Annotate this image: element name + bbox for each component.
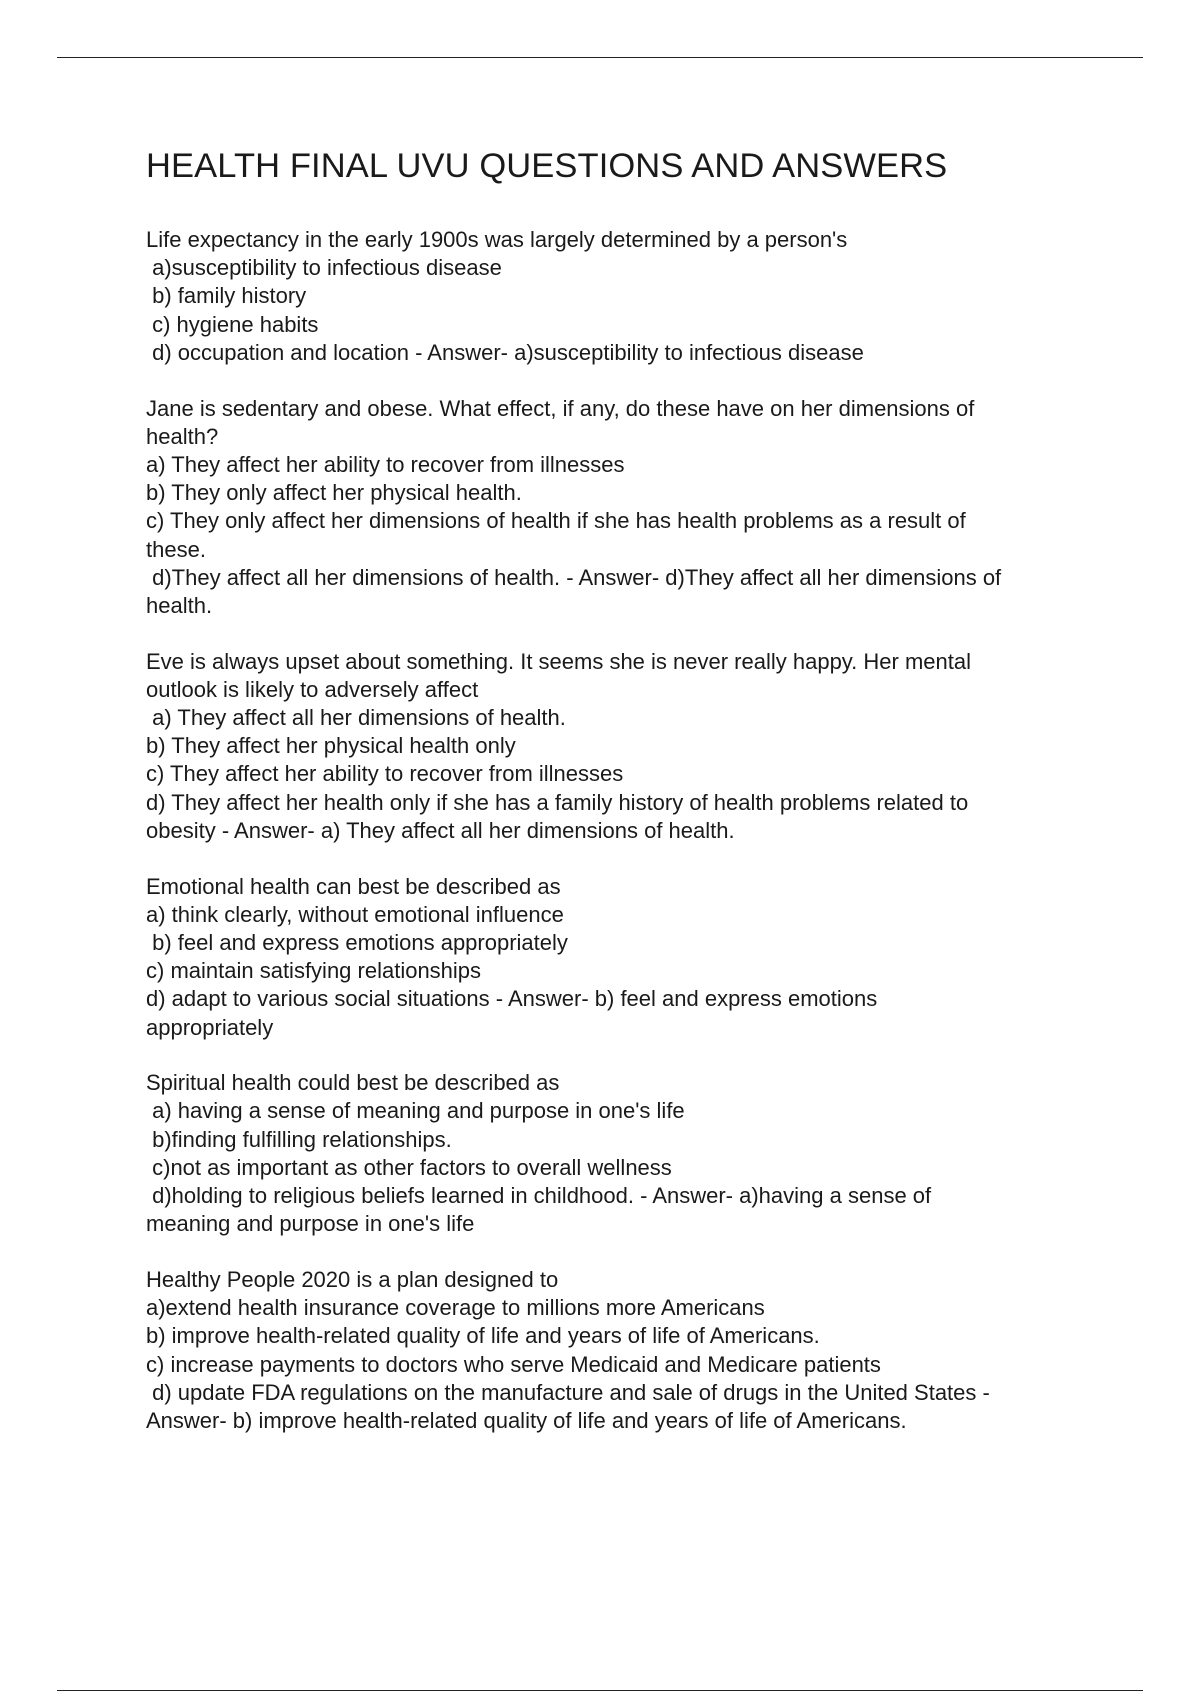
question-block — [146, 395, 1106, 621]
question-text-line: b) improve health-related quality of life and years of life of Americans. — [146, 1323, 820, 1349]
question-text-line: Spiritual health could best be described as — [146, 1070, 560, 1096]
question-text-line: meaning and purpose in one's life — [146, 1211, 475, 1237]
document-body — [146, 140, 1106, 1463]
question-text-line: a)susceptibility to infectious disease — [146, 255, 502, 281]
question-text-line: a) think clearly, without emotional influence — [146, 901, 564, 927]
question-text-line: Healthy People 2020 is a plan designed to — [146, 1267, 559, 1292]
question-text-line: Emotional health can best be described as — [146, 873, 561, 899]
question-text-line: d)holding to religious beliefs learned in childhood. - Answer- a)having a sense of — [146, 1183, 932, 1209]
question-list — [146, 226, 1106, 1435]
bottom-divider — [57, 1690, 1143, 1691]
question-text-line: b)finding fulfilling relationships. — [146, 1126, 452, 1152]
question-text-line: Jane is sedentary and obese. What effect, if any, do these have on her dimensions of — [146, 395, 975, 421]
question-text-line: d) occupation and location - Answer- a)susceptibility to infectious disease — [146, 339, 864, 365]
question-text-line: health? — [146, 423, 219, 449]
question-text-line: c) They affect her ability to recover from illnesses — [146, 761, 624, 787]
question-text-line: d) adapt to various social situations - Answer- b) feel and express emotions — [146, 986, 878, 1012]
question-block — [146, 1069, 1106, 1238]
question-text-line: a) They affect her ability to recover from illnesses — [146, 451, 625, 477]
question-text-line: d) update FDA regulations on the manufacture and sale of drugs in the United States - — [146, 1379, 990, 1405]
question-text-line: b) They only affect her physical health. — [146, 480, 522, 506]
question-text-line: obesity - Answer- a) They affect all her dimensions of health. — [146, 817, 735, 843]
question-text-line: health. — [146, 592, 213, 618]
question-text-line: d) They affect her health only if she has a family history of health problems related to — [146, 789, 969, 815]
question-block — [146, 873, 1106, 1042]
question-text-line: Eve is always upset about something. It seems she is never really happy. Her mental — [146, 648, 971, 674]
question-text-line: c) increase payments to doctors who serve Medicaid and Medicare patients — [146, 1351, 881, 1377]
question-block — [146, 648, 1106, 845]
question-text-line: Life expectancy in the early 1900s was largely determined by a person's — [146, 227, 848, 252]
question-text-line: c) They only affect her dimensions of health if she has health problems as a result of — [146, 508, 966, 534]
question-text-line: d)They affect all her dimensions of health. - Answer- d)They affect all her dimensions of — [146, 564, 1002, 590]
document-title: HEALTH FINAL UVU QUESTIONS AND ANSWERS — [146, 147, 948, 185]
question-text-line: appropriately — [146, 1014, 274, 1040]
question-text-line: a)extend health insurance coverage to millions more Americans — [146, 1295, 765, 1321]
question-block — [146, 226, 1106, 367]
question-text-line: b) family history — [146, 283, 307, 309]
question-text-line: b) feel and express emotions appropriately — [146, 929, 568, 955]
question-text-line: c) hygiene habits — [146, 311, 319, 337]
question-text-line: outlook is likely to adversely affect — [146, 676, 479, 702]
question-text-line: a) having a sense of meaning and purpose in one's life — [146, 1098, 685, 1124]
question-text-line: Answer- b) improve health-related quality of life and years of life of Americans. — [146, 1408, 907, 1434]
question-text-line: these. — [146, 536, 206, 562]
question-text-line: c) maintain satisfying relationships — [146, 958, 482, 984]
question-text-line: c)not as important as other factors to overall wellness — [146, 1154, 672, 1180]
question-block — [146, 1266, 1106, 1435]
question-text-line: b) They affect her physical health only — [146, 733, 516, 759]
top-divider — [57, 57, 1143, 58]
question-text-line: a) They affect all her dimensions of health. — [146, 705, 566, 731]
